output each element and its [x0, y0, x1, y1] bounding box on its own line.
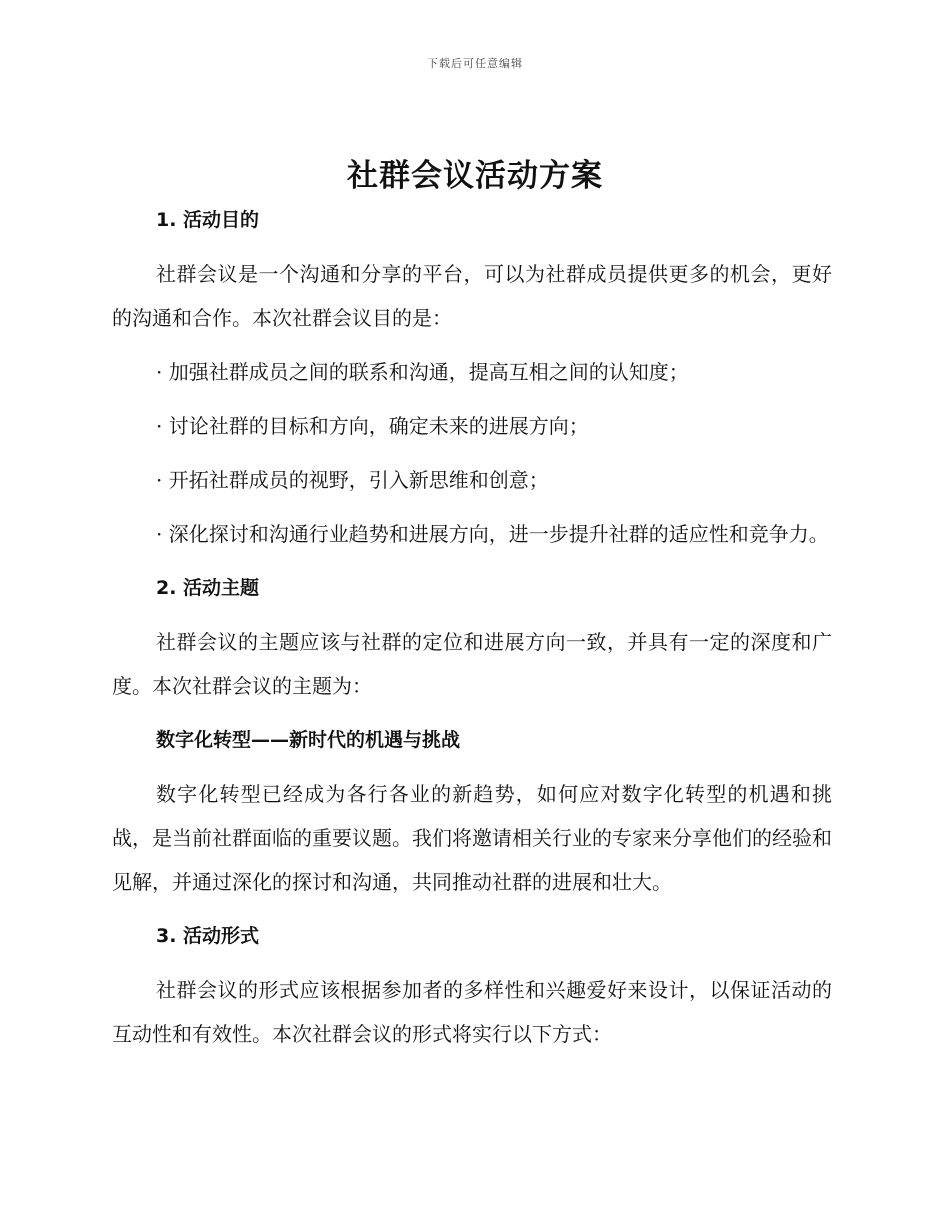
document-body	[112, 198, 832, 1066]
section-paragraph-purpose: 社群会议是一个沟通和分享的平台，可以为社群成员提供更多的机会，更好的沟通和合作。本次社群会议目的是：	[112, 262, 832, 330]
bullet-item: · 深化探讨和沟通行业趋势和进展方向，进一步提升社群的适应性和竞争力。	[156, 522, 829, 546]
page-header-note: 下载后可任意编辑	[427, 57, 523, 70]
section-paragraph-theme-detail: 数字化转型已经成为各行各业的新趋势，如何应对数字化转型的机遇和挑战，是当前社群面临的重要议题。我们将邀请相关行业的专家来分享他们的经验和见解，并通过深化的探讨和沟通，共同推动社群的进展和壮大。	[112, 782, 832, 894]
section-paragraph-format: 社群会议的形式应该根据参加者的多样性和兴趣爱好来设计，以保证活动的互动性和有效性。本次社群会议的形式将实行以下方式：	[112, 978, 832, 1046]
section-heading-format: 3. 活动形式	[156, 925, 260, 947]
bullet-item: · 讨论社群的目标和方向，确定未来的进展方向；	[156, 414, 589, 438]
theme-statement: 数字化转型——新时代的机遇与挑战	[156, 729, 461, 751]
bullet-item: · 开拓社群成员的视野，引入新思维和创意；	[156, 468, 549, 492]
document-title: 社群会议活动方案	[347, 158, 603, 194]
section-paragraph-theme: 社群会议的主题应该与社群的定位和进展方向一致，并具有一定的深度和广度。本次社群会议的主题为：	[112, 630, 832, 698]
section-heading-theme: 2. 活动主题	[156, 577, 260, 599]
bullet-item: · 加强社群成员之间的联系和沟通，提高互相之间的认知度；	[156, 360, 689, 384]
section-heading-purpose: 1. 活动目的	[156, 209, 260, 231]
